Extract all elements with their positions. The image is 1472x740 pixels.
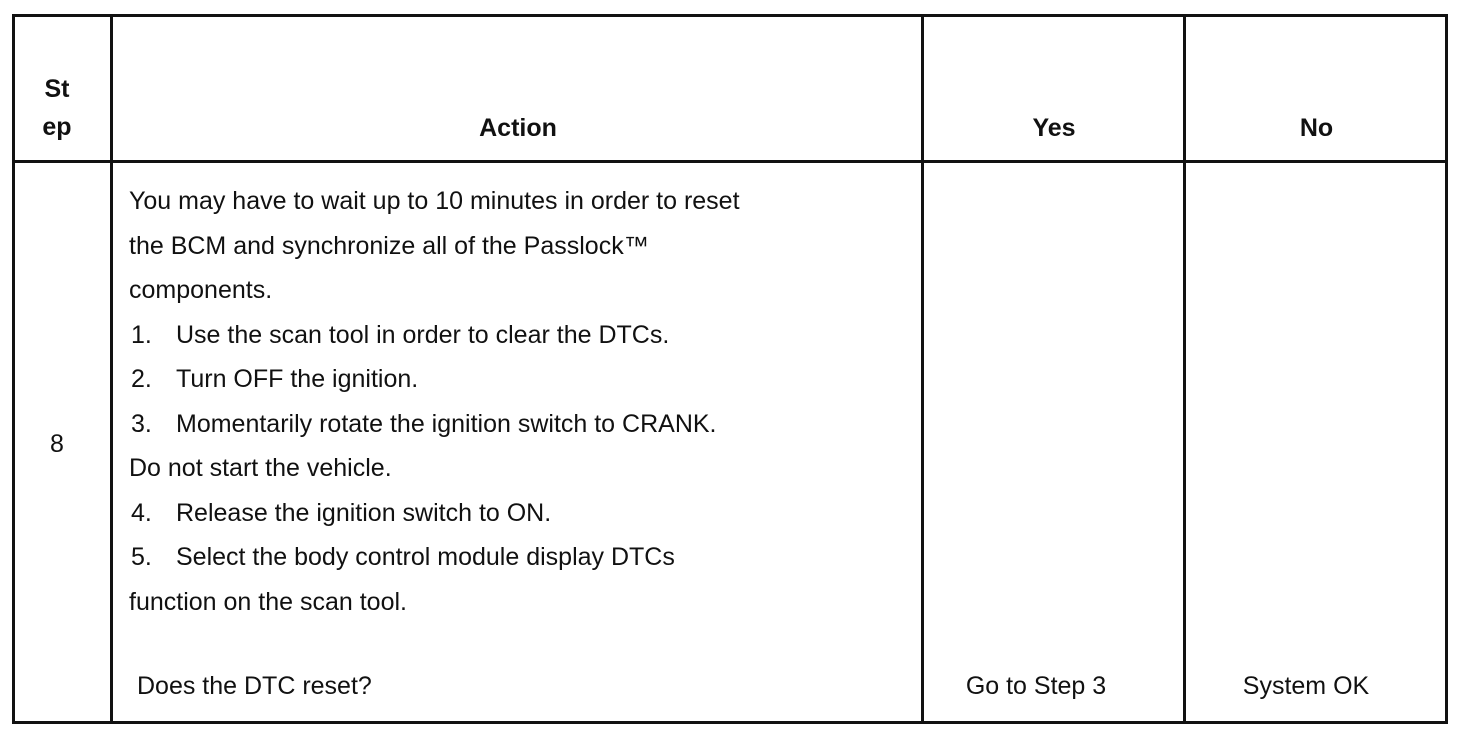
table-top-border (12, 14, 1448, 17)
intro-line: the BCM and synchronize all of the Passlock™ (129, 231, 649, 260)
list-item (129, 357, 740, 402)
no-header: No (1299, 114, 1334, 142)
list-item (129, 313, 740, 358)
step-column-border (110, 14, 113, 724)
note-line: Do not start the vehicle. (129, 454, 392, 482)
step-header (12, 70, 102, 146)
list-item-text: Select the body control module display DTCs (176, 543, 675, 571)
yes-header: Yes (1032, 114, 1076, 142)
list-item-text: Momentarily rotate the ignition switch to CRANK. (176, 409, 717, 438)
step-header-line2: ep (42, 113, 72, 141)
intro-line: You may have to wait up to 10 minutes in order to reset (129, 187, 740, 215)
yes-result: Go to Step 3 (965, 672, 1107, 700)
action-cell (129, 179, 740, 624)
intro-line: components. (129, 276, 273, 304)
table-bottom-border (12, 721, 1448, 724)
step-number: 8 (50, 430, 64, 458)
continuation-line: function on the scan tool. (129, 587, 407, 616)
list-item-number: 1. (131, 320, 152, 349)
header-bottom-border (12, 160, 1448, 163)
list-item-number: 4. (131, 498, 152, 527)
list-item-number: 3. (131, 409, 152, 438)
step-header-line1: St (44, 75, 70, 103)
list-item-number: 2. (131, 365, 152, 393)
list-item (129, 535, 740, 580)
list-item-text: Use the scan tool in order to clear the DTCs. (176, 320, 670, 349)
list-item (129, 491, 740, 536)
action-header: Action (479, 114, 557, 142)
list-item-text: Turn OFF the ignition. (176, 365, 419, 393)
question-text: Does the DTC reset? (137, 672, 372, 700)
list-item-number: 5. (131, 543, 152, 571)
yes-column-border (1183, 14, 1186, 724)
list-item-text: Release the ignition switch to ON. (176, 498, 552, 527)
no-result: System OK (1242, 672, 1370, 700)
list-item (129, 402, 740, 447)
